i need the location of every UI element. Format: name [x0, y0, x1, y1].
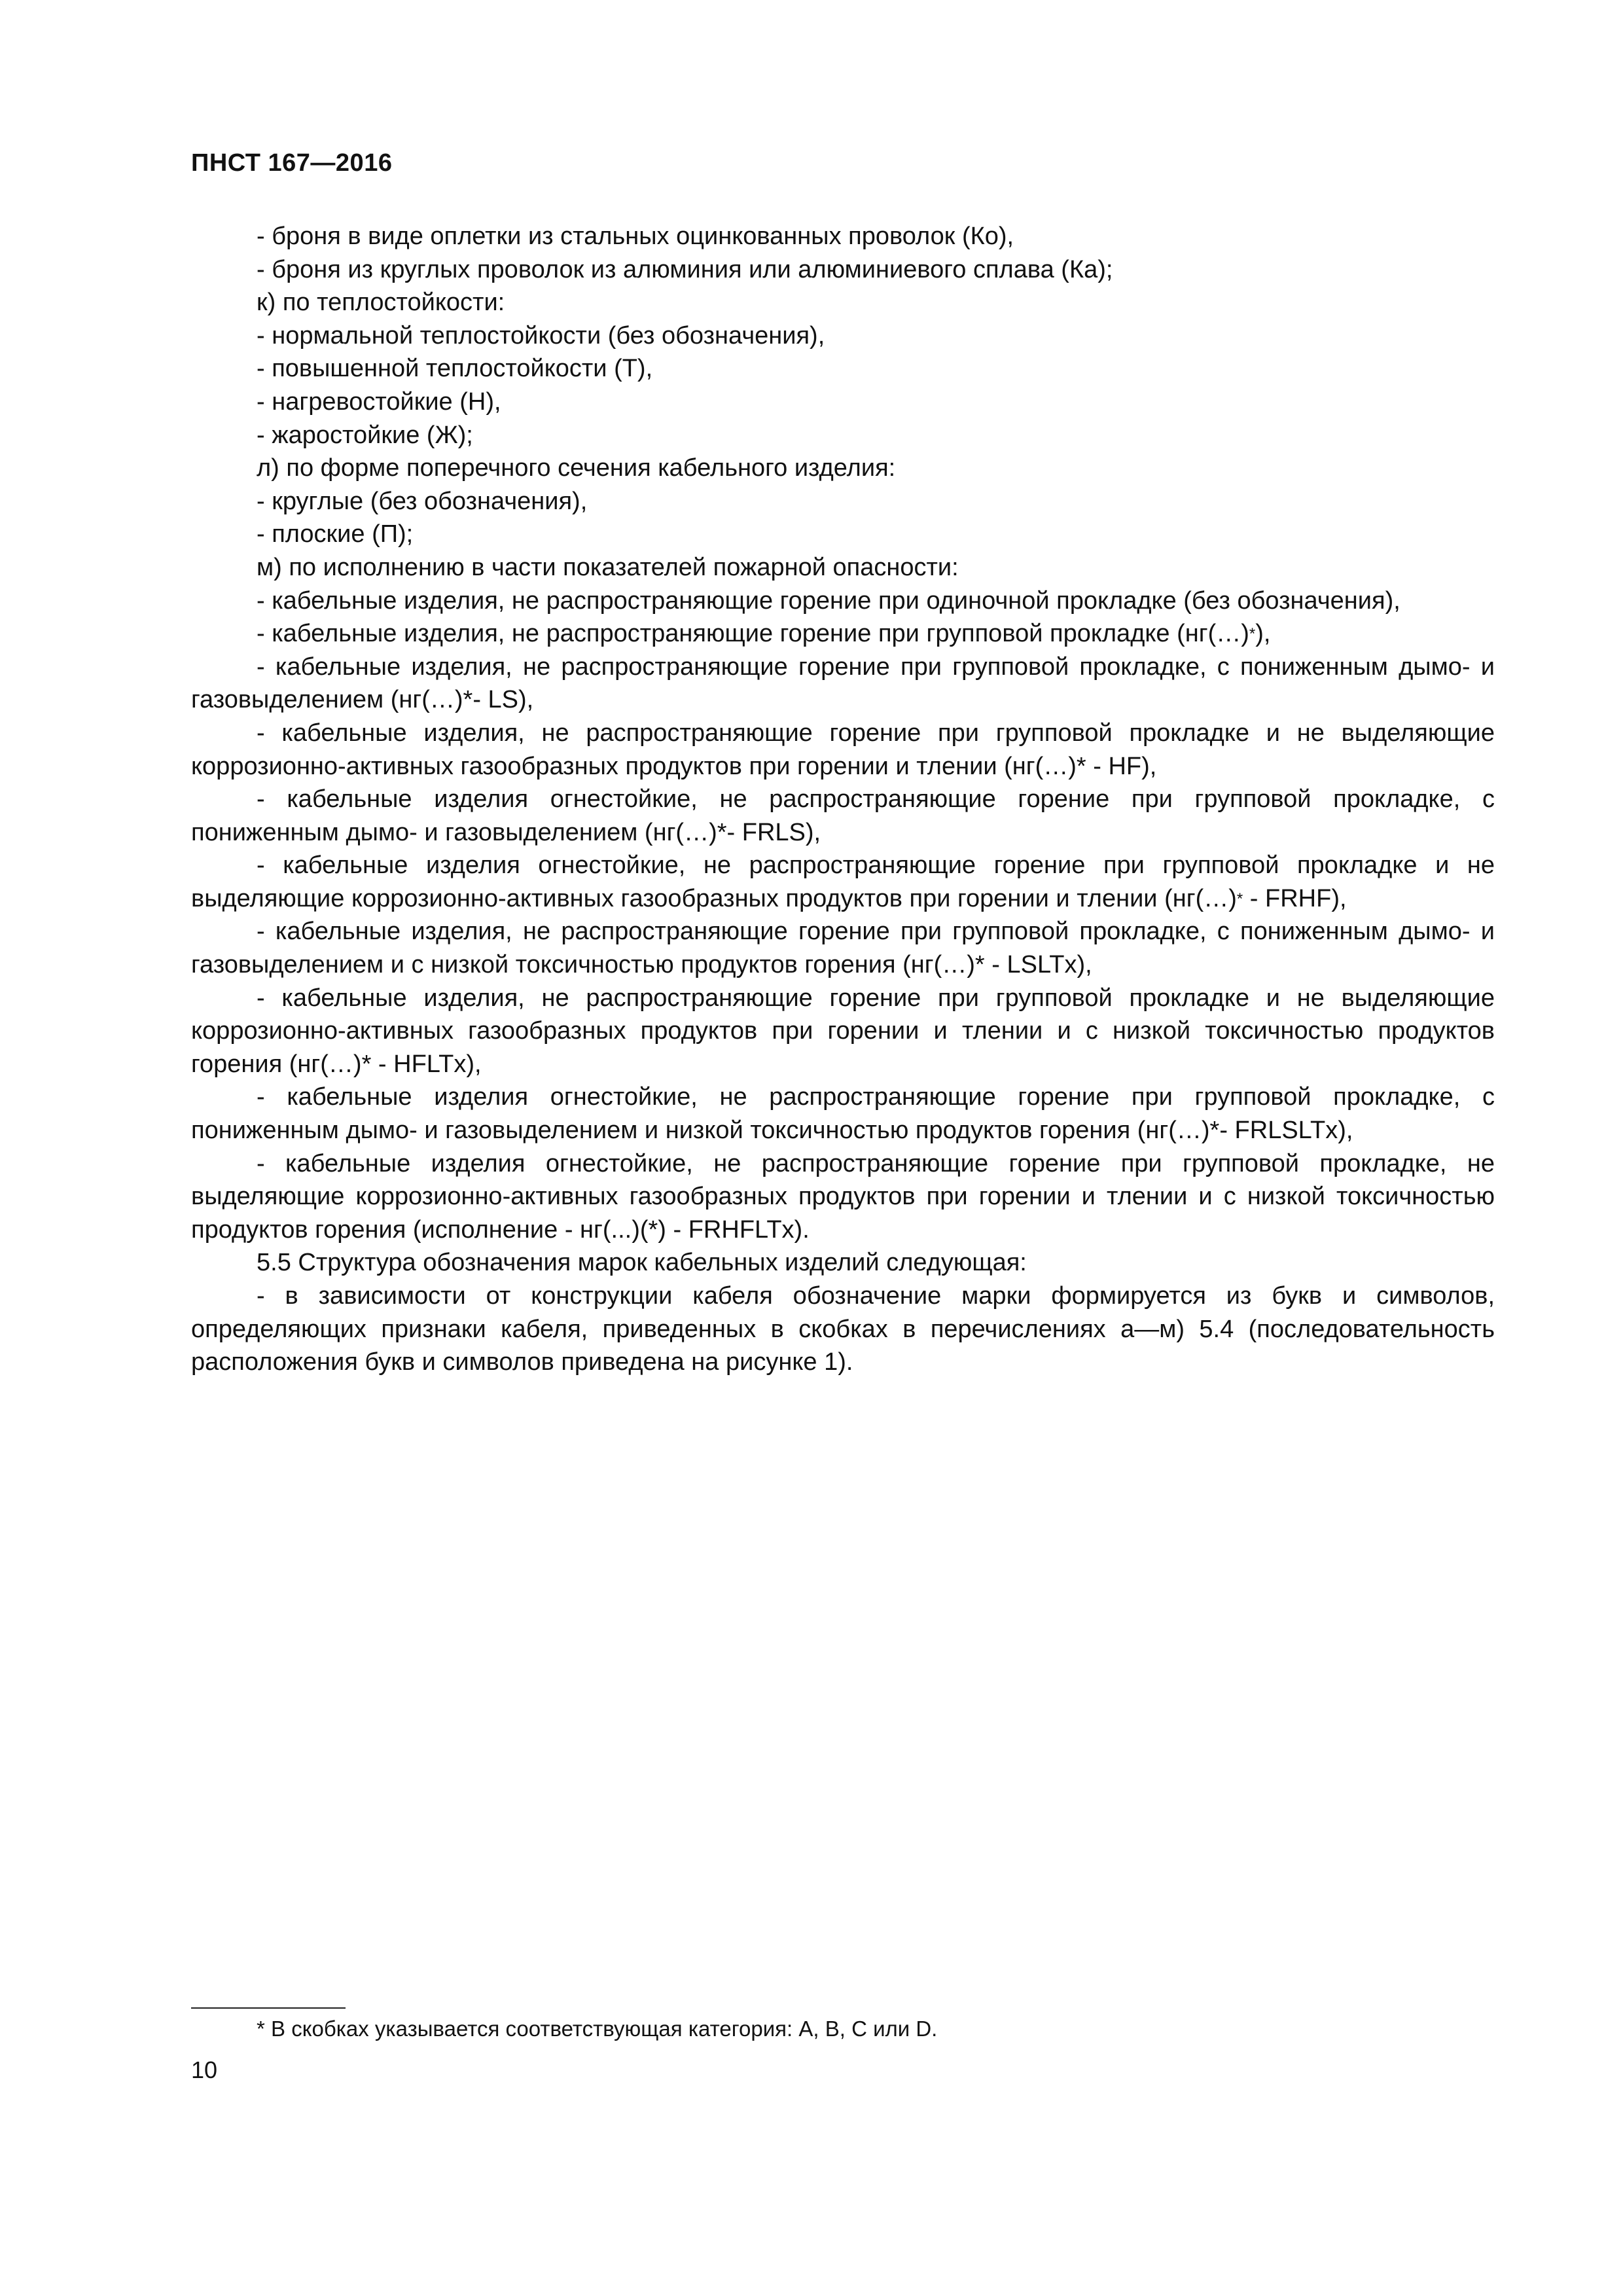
- list-item-text: - кабельные изделия, не распространяющие горение при групповой прокладке (нг(…): [257, 620, 1249, 648]
- list-item: - в зависимости от конструкции кабеля обозначение марки формируется из букв и символов, определяющих признаки кабеля, приведенных в скобках в перечислениях а—м) 5.4 (последовательность расположения букв и символов приведена на рисунке 1).: [191, 1282, 1495, 1376]
- list-item: [191, 849, 1495, 915]
- footnote-marker: *: [1249, 625, 1256, 643]
- footnote-separator: [191, 2007, 346, 2009]
- list-heading: м) по исполнению в части показателей пожарной опасности:: [257, 553, 959, 581]
- page-number: 10: [191, 2056, 218, 2083]
- list-item-text: - кабельные изделия огнестойкие, не распространяющие горение при групповой прокладке и не выделяющие коррозионно-активных газообразных продуктов при горении и тлении (нг(…): [191, 852, 1495, 912]
- document-designation: ПНСТ 167—2016: [191, 149, 393, 177]
- list-item: - кабельные изделия огнестойкие, не распространяющие горение при групповой прокладке, с пониженным дымо- и газовыделением и низкой токсичностью продуктов горения (нг(…)*- FRLSLTx),: [191, 1083, 1495, 1145]
- list-item: - броня в виде оплетки из стальных оцинкованных проволок (Ко),: [257, 223, 1014, 250]
- list-item: - кабельные изделия огнестойкие, не распространяющие горение при групповой прокладке, не выделяющие коррозионно-активных газообразных продуктов при горении и тлении и с низкой токсичностью продуктов горения (исполнение - нг(...)(*) - FRHFLTx).: [191, 1149, 1495, 1244]
- list-item: - повышенной теплостойкости (Т),: [257, 355, 653, 383]
- list-item: [191, 617, 1495, 651]
- list-item: - нагревостойкие (Н),: [257, 387, 501, 416]
- footnote: * В скобках указывается соответствующая категория: A, B, C или D.: [257, 2017, 938, 2041]
- document-body: [191, 220, 1495, 1379]
- footnote-marker: *: [1236, 889, 1243, 908]
- list-item: - кабельные изделия огнестойкие, не распространяющие горение при групповой прокладке, с пониженным дымо- и газовыделением (нг(…)*- FRLS),: [191, 785, 1495, 846]
- list-item: - кабельные изделия, не распространяющие горение при групповой прокладке, с пониженным дымо- и газовыделением и с низкой токсичностью продуктов горения (нг(…)* - LSLTx),: [191, 918, 1495, 979]
- list-item: - кабельные изделия, не распространяющие горение при групповой прокладке и не выделяющие коррозионно-активных газообразных продуктов при горении и тлении и с низкой токсичностью продуктов горения (нг(…)* - HFLTx),: [191, 984, 1495, 1078]
- list-heading: л) по форме поперечного сечения кабельного изделия:: [257, 454, 896, 482]
- list-item: - кабельные изделия, не распространяющие горение при групповой прокладке и не выделяющие коррозионно-активных газообразных продуктов при горении и тлении (нг(…)* - HF),: [191, 719, 1495, 780]
- list-item: - жаростойкие (Ж);: [257, 421, 473, 449]
- list-item: - круглые (без обозначения),: [257, 487, 588, 515]
- list-item: - нормальной теплостойкости (без обозначения),: [257, 321, 825, 350]
- list-item: - броня из круглых проволок из алюминия или алюминиевого сплава (Ка);: [257, 255, 1113, 283]
- section-paragraph: 5.5 Структура обозначения марок кабельных изделий следующая:: [257, 1249, 1027, 1277]
- list-item-text-end: ),: [1255, 620, 1271, 648]
- list-heading: к) по теплостойкости:: [257, 289, 505, 317]
- list-item: - кабельные изделия, не распространяющие горение при групповой прокладке, с пониженным дымо- и газовыделением (нг(…)*- LS),: [191, 653, 1495, 714]
- list-item-text-end: - FRHF),: [1243, 884, 1347, 912]
- list-item: - плоские (П);: [257, 520, 414, 548]
- list-item: - кабельные изделия, не распространяющие горение при одиночной прокладке (без обозначения),: [257, 586, 1400, 615]
